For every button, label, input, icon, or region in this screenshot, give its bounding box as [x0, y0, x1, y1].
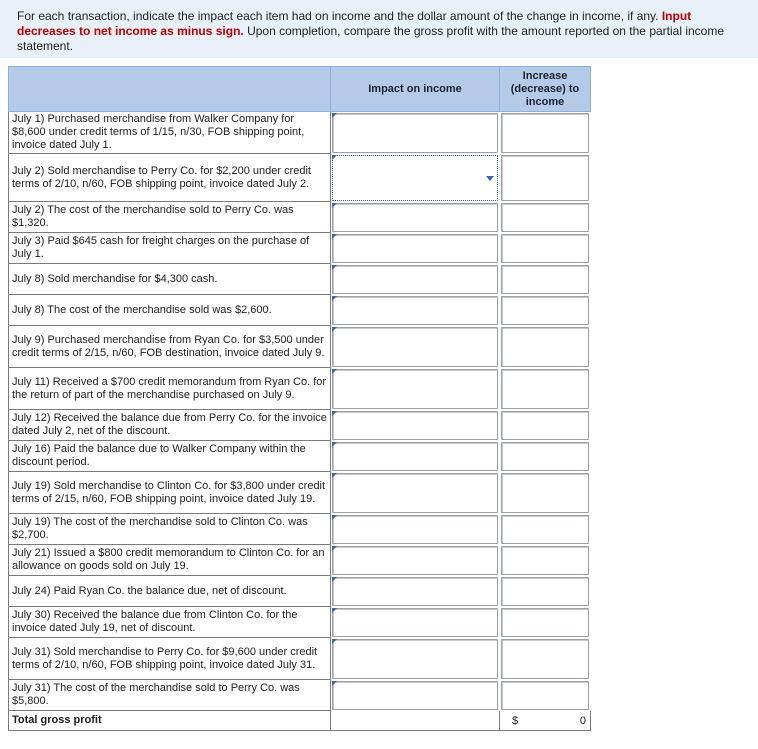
- transaction-description: July 8) The cost of the merchandise sold was $2,600.: [9, 295, 331, 326]
- transaction-description: July 2) Sold merchandise to Perry Co. for $2,200 under credit terms of 2/10, n/60, FOB shipping point, invoice dated July 2.: [9, 154, 331, 202]
- impact-select[interactable]: [332, 473, 498, 513]
- amount-cell: [500, 514, 591, 545]
- table-row: [9, 154, 591, 202]
- header-blank: [9, 67, 331, 112]
- transaction-description: July 2) The cost of the merchandise sold to Perry Co. was $1,320.: [9, 202, 331, 233]
- amount-input[interactable]: [501, 155, 589, 201]
- amount-input[interactable]: [501, 411, 589, 440]
- transaction-description: July 24) Paid Ryan Co. the balance due, net of discount.: [9, 576, 331, 607]
- transaction-description: July 16) Paid the balance due to Walker Company within the discount period.: [9, 441, 331, 472]
- transactions-body: [9, 112, 591, 731]
- transaction-description: July 1) Purchased merchandise from Walker Company for $8,600 under credit terms of 1/15, n/30, FOB shipping point, invoice dated July 1.: [9, 112, 331, 154]
- amount-cell: [500, 233, 591, 264]
- impact-select[interactable]: [332, 234, 498, 263]
- amount-cell: [500, 410, 591, 441]
- amount-cell: [500, 112, 591, 154]
- required-marker-icon: [332, 442, 337, 447]
- required-marker-icon: [332, 369, 337, 374]
- impact-cell: [331, 680, 500, 711]
- amount-input[interactable]: [501, 577, 589, 606]
- impact-select[interactable]: [332, 577, 498, 606]
- required-marker-icon: [332, 681, 337, 686]
- instructions-panel: [0, 0, 758, 58]
- impact-select[interactable]: [332, 327, 498, 367]
- required-marker-icon: [332, 296, 337, 301]
- total-currency: $: [512, 714, 519, 727]
- transaction-description: July 31) Sold merchandise to Perry Co. for $9,600 under credit terms of 2/10, n/60, FOB shipping point, invoice dated July 31.: [9, 638, 331, 680]
- impact-cell: [331, 154, 500, 202]
- impact-select[interactable]: [332, 515, 498, 544]
- header-change-line1: Increase: [522, 69, 568, 82]
- required-marker-icon: [332, 639, 337, 644]
- instructions-warning: Input decreases to net income as minus sign.: [17, 9, 692, 38]
- amount-input[interactable]: [501, 546, 589, 575]
- impact-select[interactable]: [332, 113, 498, 153]
- impact-cell: [331, 295, 500, 326]
- amount-cell: [500, 154, 591, 202]
- required-marker-icon: [332, 203, 337, 208]
- impact-cell: [331, 326, 500, 368]
- instructions-followup: Upon completion, compare the gross profit with the amount reported on the partial income statement.: [17, 24, 725, 53]
- impact-select[interactable]: [332, 442, 498, 471]
- header-change-line2: (decrease) to: [510, 82, 580, 95]
- header-impact: [331, 67, 500, 112]
- table-row: [9, 410, 591, 441]
- impact-cell: [331, 472, 500, 514]
- impact-cell: [331, 576, 500, 607]
- required-marker-icon: [332, 113, 337, 118]
- required-marker-icon: [332, 515, 337, 520]
- transaction-description: July 9) Purchased merchandise from Ryan Co. for $3,500 under credit terms of 2/15, n/60, FOB destination, invoice dated July 9.: [9, 326, 331, 368]
- impact-cell: [331, 607, 500, 638]
- amount-cell: [500, 545, 591, 576]
- amount-cell: [500, 472, 591, 514]
- impact-cell: [331, 264, 500, 295]
- required-marker-icon: [332, 608, 337, 613]
- transaction-description: July 8) Sold merchandise for $4,300 cash.: [9, 264, 331, 295]
- amount-input[interactable]: [501, 369, 589, 409]
- impact-select[interactable]: [332, 608, 498, 637]
- impact-cell: [331, 545, 500, 576]
- transaction-description: July 30) Received the balance due from Clinton Co. for the invoice dated July 19, net of discount.: [9, 607, 331, 638]
- impact-cell: [331, 514, 500, 545]
- impact-select[interactable]: [332, 411, 498, 440]
- impact-cell: [331, 368, 500, 410]
- table-row: [9, 514, 591, 545]
- table-row: [9, 326, 591, 368]
- transaction-description: July 12) Received the balance due from Perry Co. for the invoice dated July 2, net of the discount.: [9, 410, 331, 441]
- amount-input[interactable]: [501, 473, 589, 513]
- impact-select[interactable]: [332, 203, 498, 232]
- amount-cell: [500, 680, 591, 711]
- transaction-description: July 19) The cost of the merchandise sold to Clinton Co. was $2,700.: [9, 514, 331, 545]
- impact-cell: [331, 410, 500, 441]
- instructions-text: For each transaction, indicate the impact each item had on income and the dollar amount of the change in income, if any.: [17, 9, 659, 23]
- impact-cell: [331, 441, 500, 472]
- amount-input[interactable]: [501, 681, 589, 710]
- impact-cell: [331, 202, 500, 233]
- table-row: [9, 112, 591, 154]
- amount-input[interactable]: [501, 296, 589, 325]
- transactions-table: [8, 66, 591, 731]
- table-row: [9, 680, 591, 711]
- required-marker-icon: [332, 577, 337, 582]
- transaction-description: July 19) Sold merchandise to Clinton Co. for $3,800 under credit terms of 2/15, n/60, FOB shipping point, invoice dated July 19.: [9, 472, 331, 514]
- amount-cell: [500, 295, 591, 326]
- table-row: [9, 368, 591, 410]
- amount-cell: [500, 326, 591, 368]
- required-marker-icon: [332, 155, 337, 160]
- impact-cell: [331, 233, 500, 264]
- impact-select[interactable]: [332, 681, 498, 710]
- amount-cell: [500, 202, 591, 233]
- chevron-down-icon[interactable]: [486, 176, 494, 181]
- total-amount-cell: [500, 711, 591, 731]
- total-label: Total gross profit: [9, 711, 331, 731]
- table-row: [9, 441, 591, 472]
- required-marker-icon: [332, 411, 337, 416]
- table-row: [9, 638, 591, 680]
- required-marker-icon: [332, 234, 337, 239]
- amount-cell: [500, 441, 591, 472]
- impact-select[interactable]: [332, 546, 498, 575]
- total-impact-cell: [331, 711, 500, 731]
- header-change-line3: income: [525, 95, 565, 108]
- impact-select[interactable]: [332, 155, 498, 201]
- transaction-description: July 31) The cost of the merchandise sold to Perry Co. was $5,800.: [9, 680, 331, 711]
- amount-input[interactable]: [501, 113, 589, 153]
- amount-cell: [500, 638, 591, 680]
- table-row: [9, 576, 591, 607]
- header-change: [500, 67, 591, 112]
- impact-select[interactable]: [332, 639, 498, 679]
- amount-input[interactable]: [501, 203, 589, 232]
- impact-select[interactable]: [332, 265, 498, 294]
- table-row: [9, 545, 591, 576]
- transaction-description: July 21) Issued a $800 credit memorandum to Clinton Co. for an allowance on goods sold on July 19.: [9, 545, 331, 576]
- table-row: [9, 607, 591, 638]
- table-row: [9, 202, 591, 233]
- amount-input[interactable]: [501, 608, 589, 637]
- required-marker-icon: [332, 327, 337, 332]
- impact-select[interactable]: [332, 296, 498, 325]
- table-row: [9, 295, 591, 326]
- required-marker-icon: [332, 265, 337, 270]
- impact-cell: [331, 112, 500, 154]
- impact-select[interactable]: [332, 369, 498, 409]
- amount-input[interactable]: [501, 234, 589, 263]
- transaction-description: July 11) Received a $700 credit memorandum from Ryan Co. for the return of part of the merchandise purchased on July 9.: [9, 368, 331, 410]
- required-marker-icon: [332, 546, 337, 551]
- amount-input[interactable]: [501, 265, 589, 294]
- table-row: [9, 264, 591, 295]
- table-row: [9, 233, 591, 264]
- amount-input[interactable]: [501, 327, 589, 367]
- amount-cell: [500, 576, 591, 607]
- amount-cell: [500, 264, 591, 295]
- header-impact-label: Impact on income: [368, 83, 462, 95]
- impact-cell: [331, 638, 500, 680]
- amount-input[interactable]: [501, 515, 589, 544]
- required-marker-icon: [332, 473, 337, 478]
- amount-input[interactable]: [501, 442, 589, 471]
- amount-input[interactable]: [501, 639, 589, 679]
- table-row: [9, 472, 591, 514]
- total-value: 0: [579, 714, 586, 727]
- transaction-description: July 3) Paid $645 cash for freight charges on the purchase of July 1.: [9, 233, 331, 264]
- amount-cell: [500, 607, 591, 638]
- total-row: [9, 711, 591, 731]
- amount-cell: [500, 368, 591, 410]
